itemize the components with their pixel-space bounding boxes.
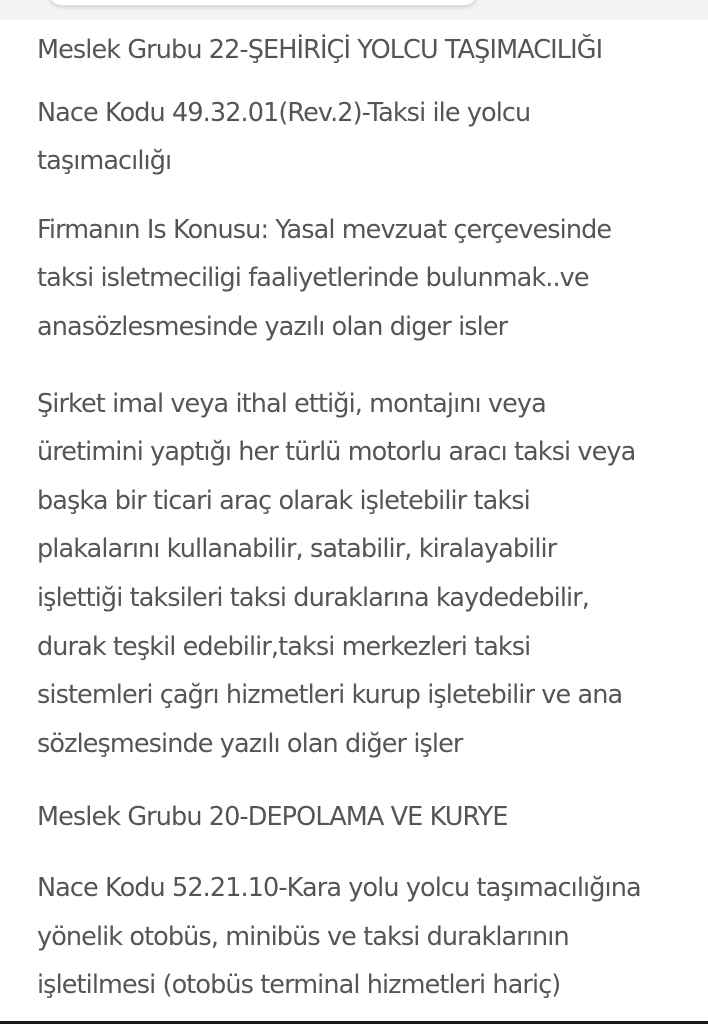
text-line: Meslek Grubu 20-DEPOLAMA VE KURYE	[37, 802, 508, 833]
text-line: sistemleri çağrı hizmetleri kurup işletebilir ve ana	[37, 680, 623, 711]
paragraph-nace-kodu-49-32-01	[37, 89, 687, 186]
text-line: durak teşkil edebilir,taksi merkezleri taksi	[37, 631, 531, 662]
text-line: sözleşmesinde yazılı olan diğer işler	[37, 728, 463, 759]
text-line: Nace Kodu 52.21.10-Kara yolu yolcu taşımacılığına	[37, 872, 641, 903]
paragraph-meslek-grubu-22	[37, 26, 687, 75]
paragraph-meslek-grubu-20	[37, 793, 687, 842]
article-content	[37, 26, 687, 1010]
text-line: taşımacılığı	[37, 146, 172, 177]
paragraph-firma-is-konusu	[37, 206, 687, 352]
browser-top-bar	[0, 0, 708, 20]
text-line: Meslek Grubu 22-ŞEHİRİÇİ YOLCU TAŞIMACILIĞI	[37, 35, 603, 65]
text-line: Şirket imal veya ithal ettiği, montajını veya	[37, 388, 546, 419]
text-line: anasözlesmesinde yazılı olan diger isler	[37, 311, 508, 342]
text-line: işletilmesi (otobüs terminal hizmetleri hariç)	[37, 970, 561, 1001]
text-line: yönelik otobüs, minibüs ve taksi duraklarının	[37, 921, 569, 952]
text-line: taksi isletmeciligi faaliyetlerinde bulunmak..ve	[37, 263, 589, 294]
search-bar[interactable]	[48, 0, 478, 6]
paragraph-nace-kodu-52-21-10	[37, 864, 687, 1010]
text-line: Nace Kodu 49.32.01(Rev.2)-Taksi ile yolcu	[37, 97, 531, 128]
paragraph-sirket-faaliyetleri	[37, 380, 687, 769]
text-line: üretimini yaptığı her türlü motorlu aracı taksi veya	[37, 437, 636, 468]
text-line: plakalarını kullanabilir, satabilir, kiralayabilir	[37, 534, 557, 565]
text-line: Firmanın Is Konusu: Yasal mevzuat çerçevesinde	[37, 214, 612, 245]
text-line: işlettiği taksileri taksi duraklarına kaydedebilir,	[37, 582, 589, 613]
text-line: başka bir ticari araç olarak işletebilir taksi	[37, 485, 530, 516]
